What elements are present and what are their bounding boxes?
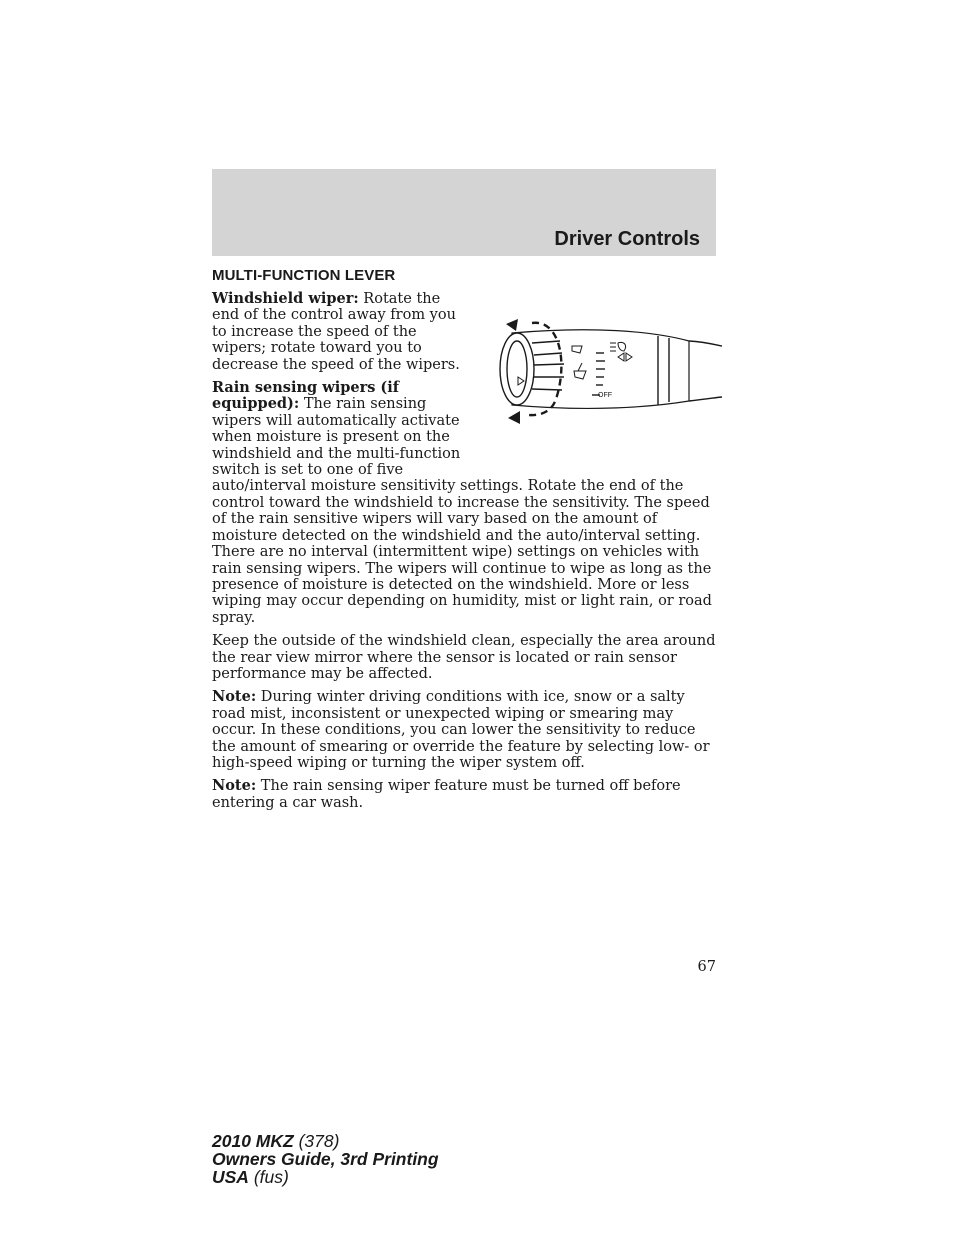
footer-code: (378): [293, 1131, 340, 1151]
paragraph-label: Rain sensing wipers (if equipped):: [212, 379, 400, 413]
paragraph-note-car-wash: [212, 778, 717, 811]
note-label: Note:: [212, 777, 257, 795]
paragraph-keep-clean: Keep the outside of the windshield clean, especially the area around the rear view mirror where the sensor is located or rain sensor performance may be affected.: [212, 633, 716, 682]
rotate-down-arrow-icon: [508, 411, 520, 424]
header-band: [212, 169, 716, 256]
footer-line-market: [212, 1168, 439, 1186]
page-section-title: Driver Controls: [554, 228, 700, 250]
section-heading: MULTI-FUNCTION LEVER: [212, 267, 396, 284]
rotate-up-arrow-icon: [506, 319, 518, 331]
paragraph-text: The rain sensing wipers will automatically activate when moisture is present on the windshield and the multi-function switch is set to one of five auto/interval moisture sensitivity settings. Rotate the end of the control toward the windshield to increase the sensitivity. The speed of the rain sensitive wipers will vary based on the amount of moisture detected on the windshield and the auto/interval setting. There are no interval (intermittent wipe) settings on vehicles with rain sensing wipers. The wipers will continue to wipe as long as the presence of moisture is detected on the windshield. More or less wiping may occur depending on humidity, mist or light rain, or road spray.: [212, 396, 712, 626]
paragraph-text: Rotate the end of the control away from you to increase the speed of the wipers; rotate toward you to decrease the speed of the wipers.: [212, 291, 460, 373]
paragraph-label: Windshield wiper:: [212, 290, 359, 307]
page-number: 67: [697, 959, 716, 975]
footer-model: 2010 MKZ: [212, 1131, 294, 1151]
footer-line-model: [212, 1132, 439, 1150]
body-text: [212, 291, 717, 818]
multi-function-lever-illustration: [472, 291, 722, 476]
footer-market: USA: [212, 1167, 249, 1187]
footer-line-printing: Owners Guide, 3rd Printing: [212, 1149, 439, 1169]
paragraph-note-winter: [212, 689, 717, 771]
footer-edition-info: [212, 1132, 439, 1186]
lever-drawing: [472, 291, 722, 476]
footer-market-code: (fus): [248, 1167, 289, 1187]
paragraph-text: During winter driving conditions with ice, snow or a salty road mist, inconsistent or unexpected wiping or smearing may occur. In these conditions, you can lower the sensitivity to reduce the amount of smearing or override the feature by selecting low- or high-speed wiping or turning the wiper system off.: [212, 689, 710, 771]
note-label: Note:: [212, 688, 257, 706]
off-position-label: OFF: [598, 392, 612, 399]
paragraph-text: The rain sensing wiper feature must be turned off before entering a car wash.: [212, 778, 681, 811]
